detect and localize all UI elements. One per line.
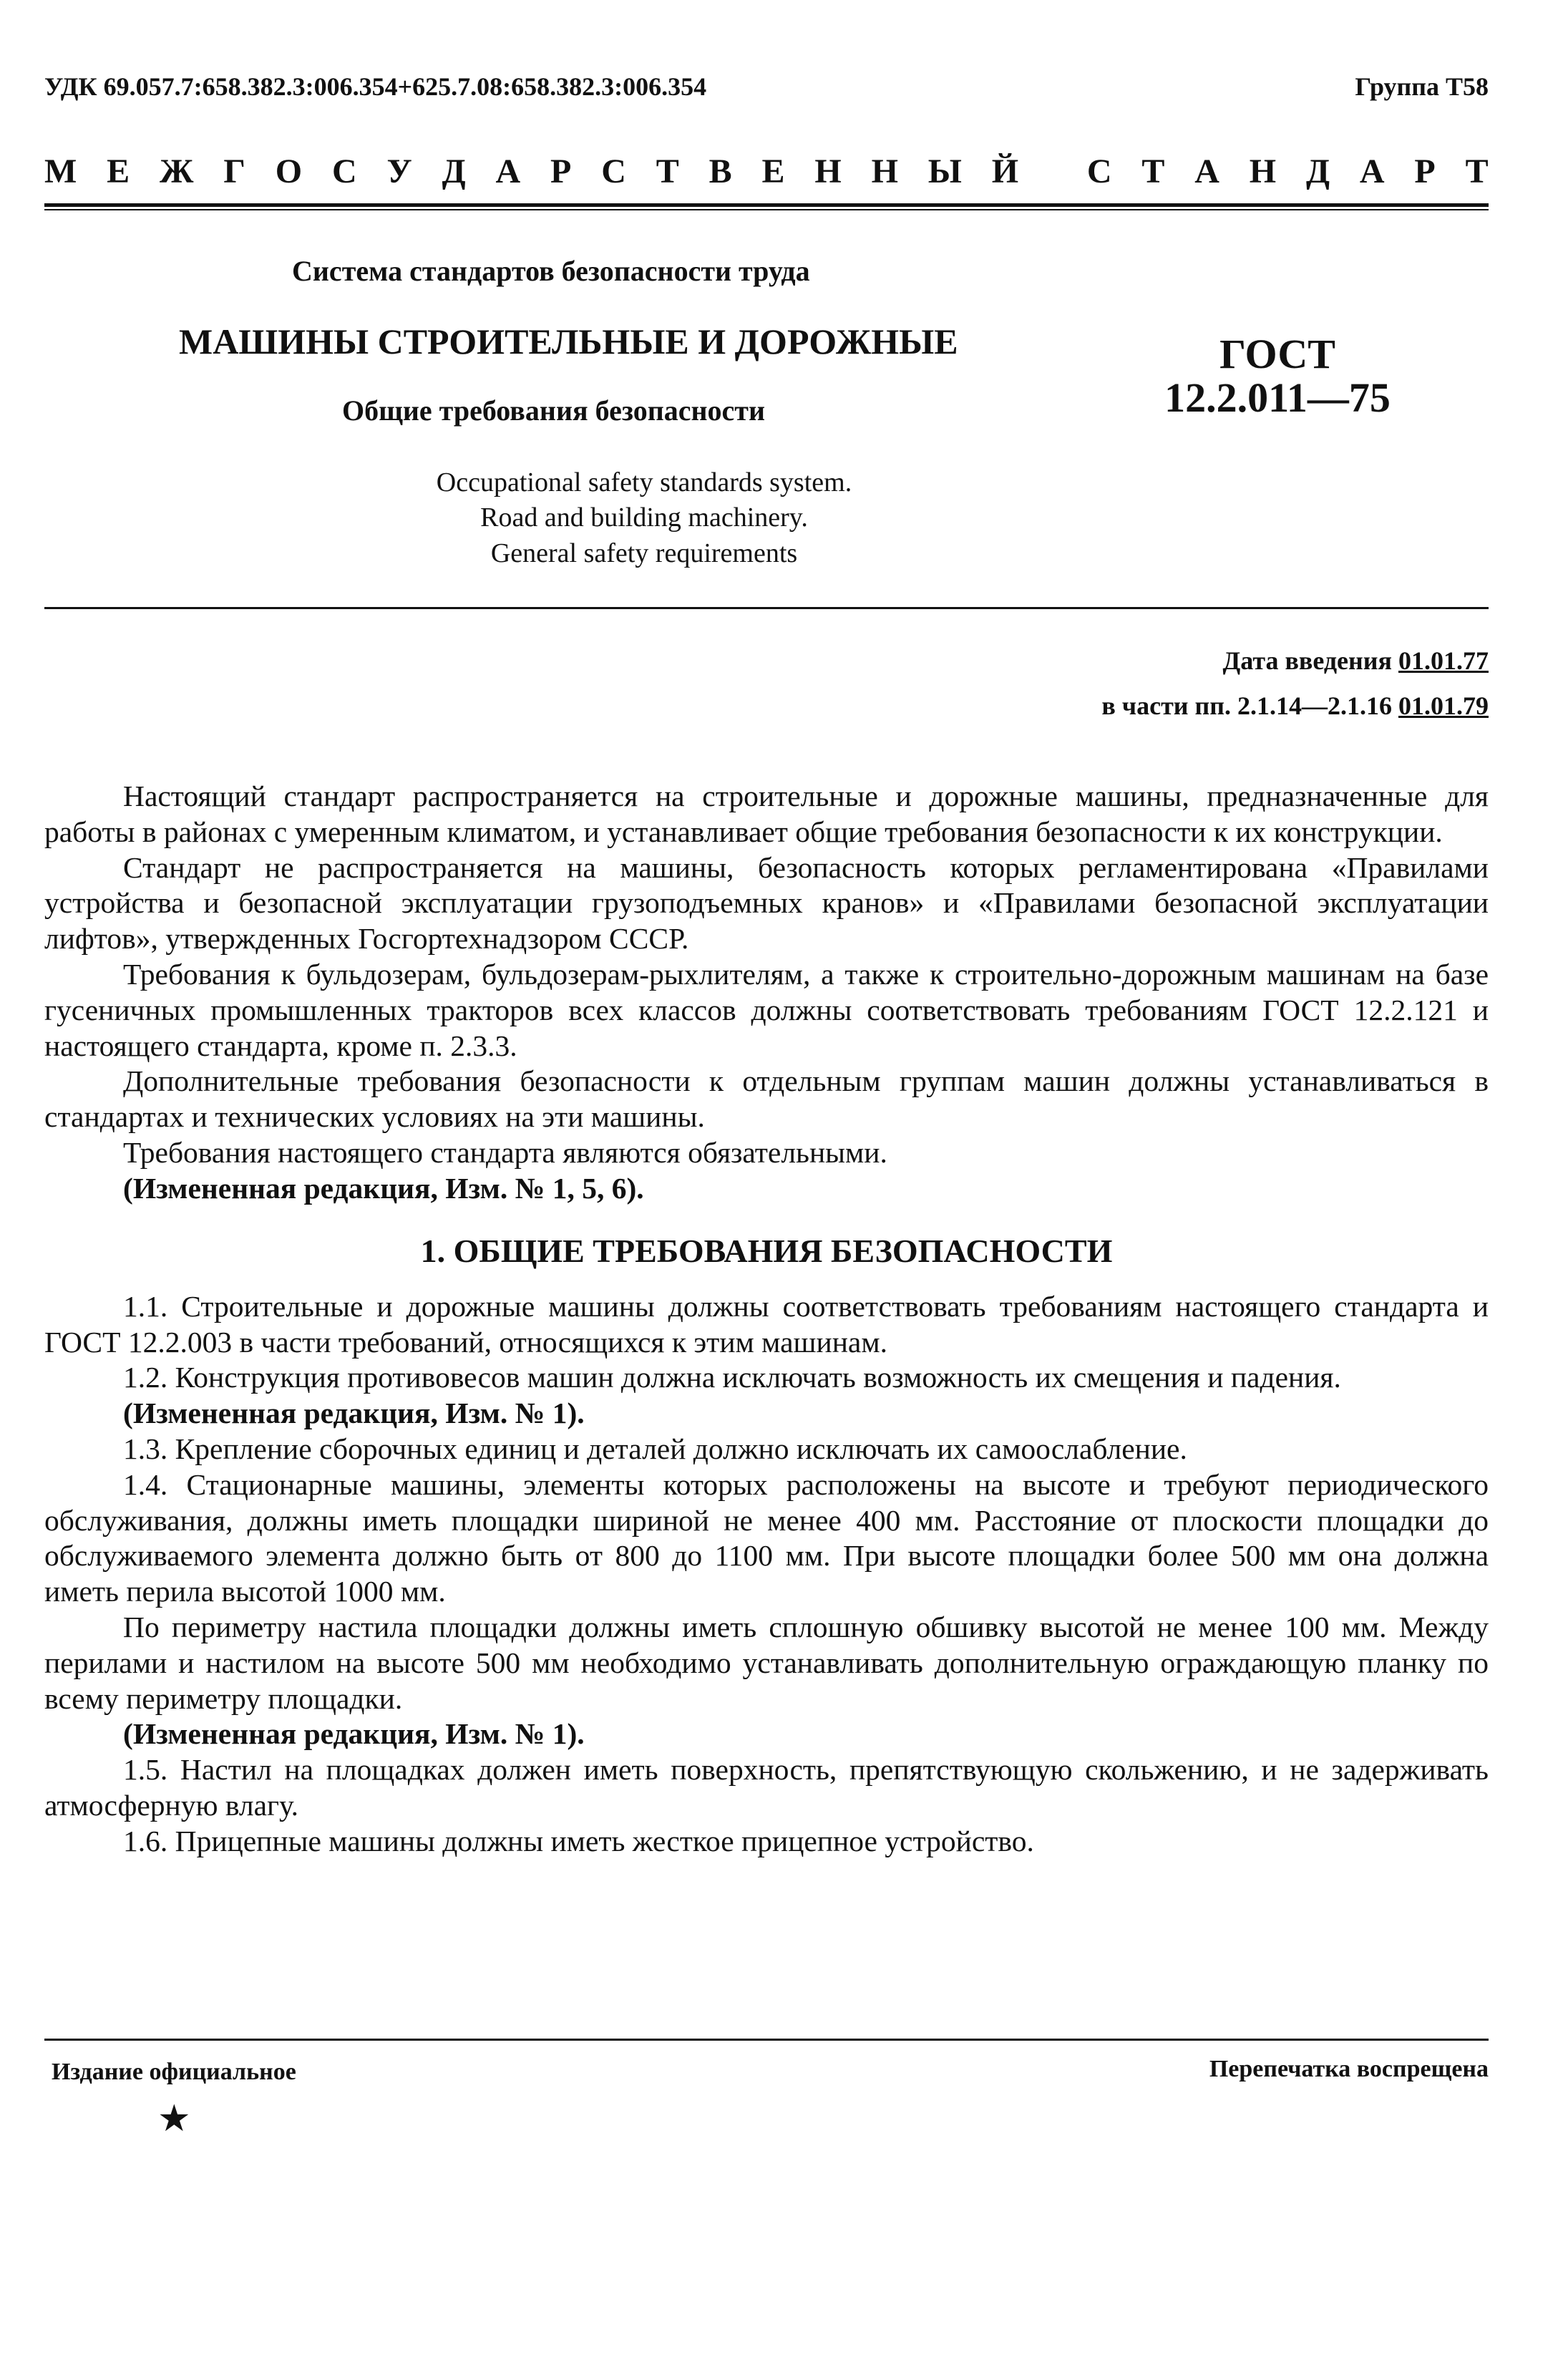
clause-1-5: 1.5. Настил на площадках должен иметь поверхность, препятствующую скольжению, и не задерживать атмосферную влагу.	[44, 1753, 1489, 1822]
paragraph: Требования настоящего стандарта являются обязательными.	[123, 1135, 887, 1169]
paragraph: Стандарт не распространяется на машины, безопасность которых регламентирована «Правилами устройства и безопасной эксплуатации грузоподъемных кранов» и «Правилами безопасной эксплуатации лифтов», утвержденных Госгортехнадзором СССР.	[44, 850, 1489, 956]
effective-dates	[1101, 638, 1489, 729]
footer-rule	[44, 2039, 1489, 2041]
top-thin-rule	[44, 209, 1489, 210]
document-body	[44, 779, 1489, 1860]
parts-date-label: в части пп. 2.1.14—2.1.16	[1101, 691, 1392, 720]
gost-designation	[1159, 333, 1396, 420]
clause-1-3: 1.3. Крепление сборочных единиц и деталей должно исключать их самоослабление.	[123, 1432, 1187, 1465]
clause-1-1: 1.1. Строительные и дорожные машины должны соответствовать требованиям настоящего стандарта и ГОСТ 12.2.003 в части требований, относящихся к этим машинам.	[44, 1289, 1489, 1359]
heading-letter: Т	[1141, 152, 1165, 190]
heading-letter: С	[601, 152, 626, 190]
heading-letter: А	[495, 152, 521, 190]
heading-letter: Е	[107, 152, 130, 190]
top-thick-rule	[44, 203, 1489, 207]
paragraph: Настоящий стандарт распространяется на строительные и дорожные машины, предназначенные для работы в районах с умеренным климатом, и устанавливает общие требования безопасности к их конструкции.	[44, 779, 1489, 848]
heading-letter: М	[44, 152, 77, 190]
no-reprint-notice: Перепечатка воспрещена	[1209, 2056, 1489, 2082]
heading-letter: А	[1194, 152, 1219, 190]
document-subtitle: Общие требования безопасности	[342, 394, 765, 427]
document-title: МАШИНЫ СТРОИТЕЛЬНЫЕ И ДОРОЖНЫЕ	[179, 321, 958, 361]
parts-date: 01.01.79	[1398, 691, 1489, 720]
star-icon: ★	[157, 2099, 191, 2139]
paragraph: Требования к бульдозерам, бульдозерам-рыхлителям, а также к строительно-дорожным машинам на базе гусеничных промышленных тракторов всех классов должны соответствовать требованиям ГОСТ 12.2.121 и настоящего стандарта, кроме п. 2.3.3.	[44, 957, 1489, 1062]
heading-letter: С	[331, 152, 357, 190]
revision-note: (Измененная редакция, Изм. № 1, 5, 6).	[123, 1171, 644, 1205]
udk-code: УДК 69.057.7:658.382.3:006.354+625.7.08:658.382.3:006.354	[44, 72, 707, 101]
heading-letter: Т	[1465, 152, 1489, 190]
english-line-3: General safety requirements	[490, 538, 798, 568]
gost-number: 12.2.011—75	[1164, 374, 1391, 421]
clause-1-2: 1.2. Конструкция противовесов машин должна исключать возможность их смещения и падения.	[123, 1361, 1341, 1394]
clause-1-6: 1.6. Прицепные машины должны иметь жесткое прицепное устройство.	[123, 1824, 1034, 1857]
clause-1-4: 1.4. Стационарные машины, элементы которых расположены на высоте и требуют периодического обслуживания, должны иметь площадки шириной не менее 400 мм. Расстояние от плоскости площадки до обслуживаемого элемента должно быть от 800 до 1100 мм. При высоте площадки более 500 мм она должна иметь перила высотой 1000 мм.	[44, 1467, 1489, 1608]
heading-letter: Н	[814, 152, 842, 190]
heading-letter: Н	[871, 152, 898, 190]
clause-1-4-continued: По периметру настила площадки должны иметь сплошную обшивку высотой не менее 100 мм. Между перилами и настилом на высоте 500 мм необходимо устанавливать дополнительную ограждающую планку по всему периметру площадки.	[44, 1610, 1489, 1715]
heading-letter: С	[1086, 152, 1112, 190]
heading-letter: Р	[550, 152, 572, 190]
heading-letter: А	[1359, 152, 1385, 190]
section-heading: 1. ОБЩИЕ ТРЕБОВАНИЯ БЕЗОПАСНОСТИ	[420, 1232, 1113, 1269]
revision-note: (Измененная редакция, Изм. № 1).	[123, 1397, 585, 1430]
heading-letter: Й	[991, 152, 1019, 190]
heading-letter: Т	[656, 152, 679, 190]
heading-letter: В	[709, 152, 732, 190]
english-line-2: Road and building machinery.	[480, 502, 808, 533]
official-edition: Издание официальное	[52, 2059, 296, 2085]
english-line-1: Occupational safety standards system.	[436, 467, 852, 497]
heading-letter: Г	[223, 152, 245, 190]
heading-letter: Ж	[160, 152, 194, 190]
group-code: Группа Т58	[1355, 72, 1489, 101]
heading-letter: У	[386, 152, 412, 190]
heading-letter	[1048, 152, 1057, 191]
standard-type-heading	[44, 152, 1489, 191]
title-block-rule	[44, 607, 1489, 609]
intro-date-label: Дата введения	[1222, 646, 1392, 675]
intro-date: 01.01.77	[1398, 646, 1489, 675]
heading-letter: Д	[442, 152, 466, 190]
heading-letter: Ы	[927, 152, 962, 190]
heading-letter: Н	[1249, 152, 1277, 190]
revision-note: (Измененная редакция, Изм. № 1).	[123, 1717, 585, 1751]
heading-letter: Р	[1414, 152, 1436, 190]
heading-letter: Д	[1305, 152, 1330, 190]
gost-label: ГОСТ	[1219, 331, 1335, 377]
heading-letter: Е	[761, 152, 785, 190]
paragraph: Дополнительные требования безопасности к отдельным группам машин должны устанавливаться в стандартах и технических условиях на эти машины.	[44, 1064, 1489, 1134]
english-title	[272, 465, 1016, 571]
system-title: Система стандартов безопасности труда	[292, 255, 810, 287]
heading-letter: О	[275, 152, 303, 190]
